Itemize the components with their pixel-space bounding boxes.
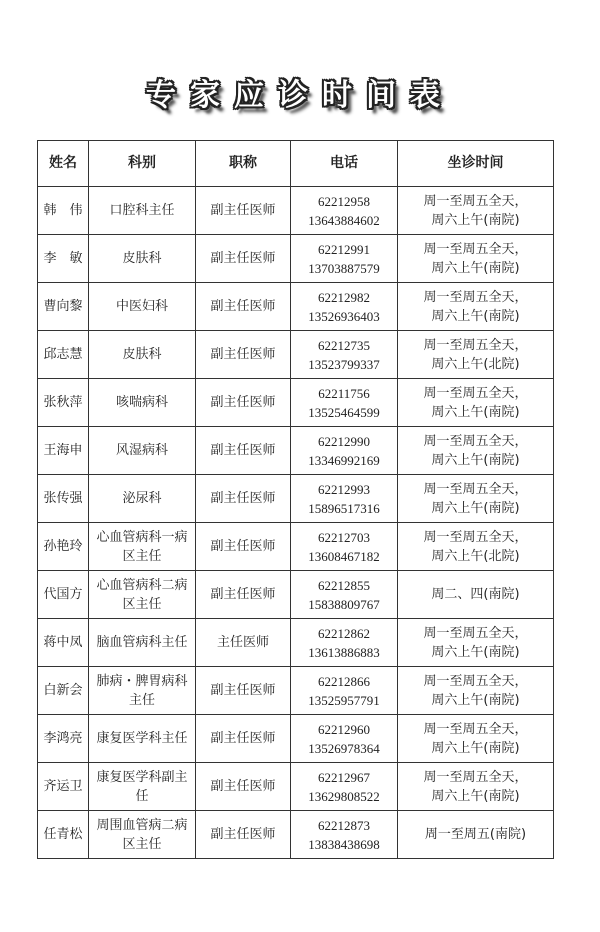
dept-line: 肺病・脾胃病科: [96, 673, 188, 689]
cell-name: 韩 伟: [38, 187, 89, 235]
cell-schedule: [398, 763, 554, 811]
phone-line: 13643884602: [308, 212, 380, 228]
cell-dept: [89, 811, 196, 859]
cell-schedule: [398, 523, 554, 571]
cell-name: 张秋萍: [38, 379, 89, 427]
phone-line: 62212958: [318, 193, 370, 209]
table-row: [38, 379, 554, 427]
cell-rank: 副主任医师: [196, 427, 291, 475]
phone-line: 62212982: [318, 289, 370, 305]
cell-schedule: [398, 331, 554, 379]
cell-rank: 副主任医师: [196, 763, 291, 811]
table-row: [38, 187, 554, 235]
table-row: [38, 427, 554, 475]
table-row: [38, 763, 554, 811]
phone-line: 13346992169: [308, 452, 380, 468]
schedule-line: 周六上午(南院): [431, 212, 520, 228]
cell-dept: [89, 571, 196, 619]
dept-line: 主任: [128, 692, 155, 708]
phone-line: 13608467182: [308, 548, 380, 564]
header-schedule: 坐诊时间: [398, 141, 554, 187]
schedule-line: 周六上午(北院): [431, 548, 520, 564]
cell-name: 王海申: [38, 427, 89, 475]
phone-line: 13526936403: [308, 308, 380, 324]
cell-name: 张传强: [38, 475, 89, 523]
page-title: 专家应诊时间表: [146, 78, 454, 113]
cell-schedule: [398, 715, 554, 763]
cell-schedule: [398, 571, 554, 619]
schedule-line: 周六上午(南院): [431, 740, 520, 756]
cell-name: 蒋中凤: [38, 619, 89, 667]
cell-phone: [291, 187, 398, 235]
dept-line: 口腔科主任: [109, 203, 175, 218]
cell-schedule: [398, 811, 554, 859]
cell-phone: [291, 811, 398, 859]
cell-name: 李 敏: [38, 235, 89, 283]
cell-phone: [291, 331, 398, 379]
schedule-line: 周六上午(南院): [431, 260, 520, 276]
schedule-line: 周六上午(南院): [431, 452, 520, 468]
schedule-line: 周一至周五全天，: [423, 433, 528, 449]
cell-schedule: [398, 619, 554, 667]
table-row: [38, 331, 554, 379]
phone-line: 62212991: [318, 241, 370, 257]
schedule-line: 周一至周五全天，: [423, 721, 528, 737]
dept-line: 脑血管病科主任: [96, 635, 188, 650]
cell-phone: [291, 475, 398, 523]
cell-name: 任青松: [38, 811, 89, 859]
phone-line: 15896517316: [308, 500, 380, 516]
table-row: [38, 811, 554, 859]
schedule-line: 周一至周五全天，: [423, 673, 528, 689]
table-body: [38, 187, 554, 859]
cell-rank: 副主任医师: [196, 283, 291, 331]
phone-line: 62212967: [318, 769, 370, 785]
cell-name: 李鸿亮: [38, 715, 89, 763]
schedule-line: 周六上午(南院): [431, 644, 520, 660]
cell-rank: 副主任医师: [196, 523, 291, 571]
phone-line: 62212735: [318, 337, 370, 353]
phone-line: 62211756: [318, 385, 370, 401]
phone-line: 13613886883: [308, 644, 380, 660]
cell-name: 孙艳玲: [38, 523, 89, 571]
dept-line: 皮肤科: [122, 251, 162, 266]
cell-rank: 副主任医师: [196, 811, 291, 859]
cell-dept: [89, 715, 196, 763]
cell-phone: [291, 427, 398, 475]
cell-dept: [89, 235, 196, 283]
cell-phone: [291, 571, 398, 619]
cell-dept: [89, 331, 196, 379]
cell-dept: [89, 427, 196, 475]
dept-line: 康复医学科副主任: [96, 769, 188, 804]
dept-line: 中医妇科: [115, 299, 168, 314]
schedule-line: 周一至周五全天，: [423, 385, 528, 401]
cell-dept: [89, 283, 196, 331]
schedule-line: 周六上午(北院): [431, 356, 520, 372]
table-row: [38, 715, 554, 763]
header-phone: 电话: [291, 141, 398, 187]
schedule-line: 周六上午(南院): [431, 500, 520, 516]
cell-phone: [291, 235, 398, 283]
dept-line: 周围血管病二病: [96, 817, 188, 833]
cell-dept: [89, 763, 196, 811]
cell-rank: 副主任医师: [196, 475, 291, 523]
cell-name: 齐运卫: [38, 763, 89, 811]
cell-phone: [291, 763, 398, 811]
phone-line: 62212960: [318, 721, 370, 737]
dept-line: 皮肤科: [122, 347, 162, 362]
dept-line: 咳喘病科: [115, 395, 168, 410]
cell-schedule: [398, 379, 554, 427]
cell-name: 邱志慧: [38, 331, 89, 379]
phone-line: 62212855: [318, 577, 370, 593]
schedule-line: 周一至周五全天，: [423, 241, 528, 257]
phone-line: 13525957791: [308, 692, 380, 708]
schedule-line: 周六上午(南院): [431, 404, 520, 420]
cell-phone: [291, 523, 398, 571]
cell-rank: 副主任医师: [196, 187, 291, 235]
table-row: [38, 475, 554, 523]
table-header-row: [38, 141, 554, 187]
dept-line: 心血管病科一病: [96, 529, 188, 545]
cell-rank: 副主任医师: [196, 379, 291, 427]
phone-line: 62212993: [318, 481, 370, 497]
phone-line: 62212703: [318, 529, 370, 545]
cell-dept: [89, 667, 196, 715]
cell-rank: 副主任医师: [196, 571, 291, 619]
phone-line: 13523799337: [308, 356, 380, 372]
schedule-line: 周一至周五全天，: [423, 193, 528, 209]
schedule-line: 周一至周五全天，: [423, 337, 528, 353]
phone-line: 62212862: [318, 625, 370, 641]
table-row: [38, 667, 554, 715]
dept-line: 泌尿科: [122, 491, 162, 506]
dept-line: 区主任: [122, 548, 162, 564]
dept-line: 康复医学科主任: [96, 731, 188, 746]
cell-phone: [291, 619, 398, 667]
schedule-table: [37, 140, 554, 859]
cell-schedule: [398, 283, 554, 331]
cell-rank: 副主任医师: [196, 235, 291, 283]
cell-rank: 副主任医师: [196, 667, 291, 715]
cell-dept: [89, 379, 196, 427]
phone-line: 13629808522: [308, 788, 380, 804]
cell-rank: 副主任医师: [196, 331, 291, 379]
cell-dept: [89, 523, 196, 571]
phone-line: 62212873: [318, 817, 370, 833]
header-name: 姓名: [38, 141, 89, 187]
table-row: [38, 619, 554, 667]
schedule-line: 周一至周五(南院): [424, 827, 527, 842]
cell-phone: [291, 283, 398, 331]
schedule-line: 周六上午(南院): [431, 692, 520, 708]
cell-phone: [291, 715, 398, 763]
phone-line: 15838809767: [308, 596, 380, 612]
table-row: [38, 283, 554, 331]
schedule-line: 周一至周五全天，: [423, 481, 528, 497]
schedule-line: 周二、四(南院): [431, 587, 520, 602]
schedule-line: 周六上午(南院): [431, 788, 520, 804]
cell-schedule: [398, 475, 554, 523]
dept-line: 区主任: [122, 596, 162, 612]
table-row: [38, 571, 554, 619]
schedule-line: 周一至周五全天，: [423, 529, 528, 545]
header-dept: 科别: [89, 141, 196, 187]
schedule-line: 周六上午(南院): [431, 308, 520, 324]
dept-line: 区主任: [122, 836, 162, 852]
schedule-line: 周一至周五全天，: [423, 625, 528, 641]
cell-phone: [291, 379, 398, 427]
schedule-line: 周一至周五全天，: [423, 289, 528, 305]
cell-name: 白新会: [38, 667, 89, 715]
cell-dept: [89, 475, 196, 523]
phone-line: 13526978364: [308, 740, 380, 756]
dept-line: 风湿病科: [115, 443, 168, 458]
cell-rank: 主任医师: [196, 619, 291, 667]
cell-phone: [291, 667, 398, 715]
phone-line: 62212990: [318, 433, 370, 449]
cell-name: 曹向黎: [38, 283, 89, 331]
cell-schedule: [398, 667, 554, 715]
schedule-line: 周一至周五全天，: [423, 769, 528, 785]
phone-line: 62212866: [318, 673, 370, 689]
cell-schedule: [398, 235, 554, 283]
cell-schedule: [398, 427, 554, 475]
phone-line: 13525464599: [308, 404, 380, 420]
dept-line: 心血管病科二病: [96, 577, 188, 593]
header-rank: 职称: [196, 141, 291, 187]
cell-dept: [89, 619, 196, 667]
table-row: [38, 523, 554, 571]
cell-dept: [89, 187, 196, 235]
phone-line: 13838438698: [308, 836, 380, 852]
table-row: [38, 235, 554, 283]
phone-line: 13703887579: [308, 260, 380, 276]
cell-rank: 副主任医师: [196, 715, 291, 763]
cell-schedule: [398, 187, 554, 235]
cell-name: 代国方: [38, 571, 89, 619]
